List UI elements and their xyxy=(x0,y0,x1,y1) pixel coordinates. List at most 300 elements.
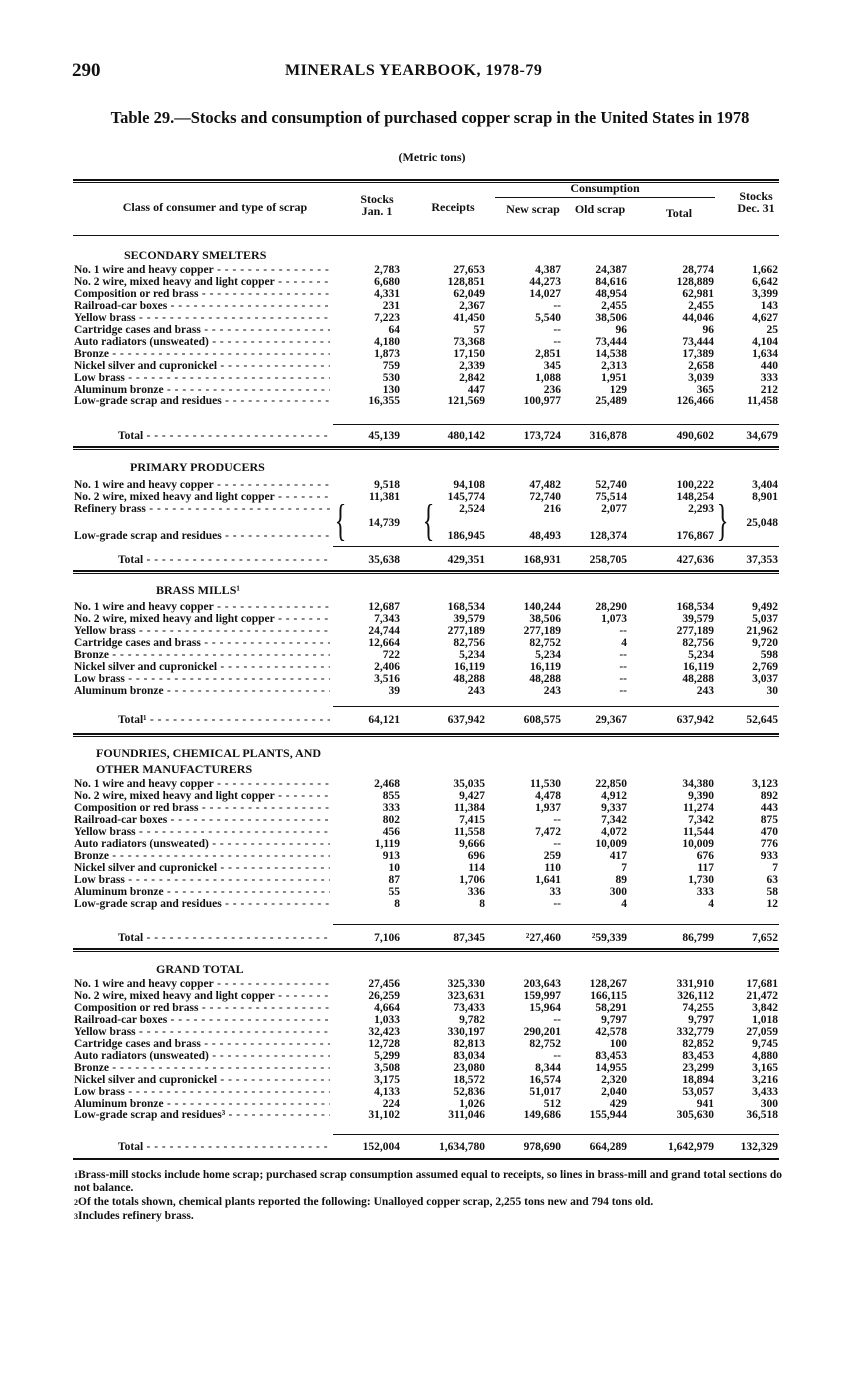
row-label: Auto radiators (unsweated) - - - xyxy=(74,1050,330,1062)
table-row xyxy=(0,898,864,910)
cell-total: 73,444 xyxy=(682,336,714,348)
cell-new-scrap: 216 xyxy=(543,503,561,515)
cell-stocks-dec: 52,645 xyxy=(746,714,778,726)
cell-old-scrap: 9,797 xyxy=(601,1014,627,1026)
table-row xyxy=(0,613,864,625)
table-row xyxy=(0,838,864,850)
cell-stocks-jan: 2,468 xyxy=(374,778,400,790)
row-label: No. 2 wire, mixed heavy and light copper - - - xyxy=(74,790,330,802)
cell-total: 117 xyxy=(697,862,714,874)
cell-new-scrap: 140,244 xyxy=(523,601,561,613)
cell-stocks-jan: 9,518 xyxy=(374,479,400,491)
section-end-rule xyxy=(73,446,779,448)
cell-total: 9,390 xyxy=(688,790,714,802)
cell-stocks-dec: 7 xyxy=(772,862,778,874)
cell-receipts: 145,774 xyxy=(447,491,485,503)
table-row xyxy=(0,814,864,826)
row-label: Railroad-car boxes - - - xyxy=(74,300,330,312)
total-row xyxy=(0,430,864,442)
cell-new-scrap: 100,977 xyxy=(523,395,561,407)
cell-receipts: 323,631 xyxy=(447,990,485,1002)
row-label: Auto radiators (unsweated) - - - xyxy=(74,336,330,348)
table-units: (Metric tons) xyxy=(398,150,466,164)
cell-stocks-dec: 17,681 xyxy=(746,978,778,990)
cell-total: 82,756 xyxy=(682,637,714,649)
cell-receipts: 73,433 xyxy=(453,1002,485,1014)
table-row xyxy=(0,1074,864,1086)
cell-stocks-jan: 4,664 xyxy=(374,1002,400,1014)
row-label: Refinery brass - - - xyxy=(74,503,330,515)
cell-stocks-jan: 27,456 xyxy=(368,978,400,990)
table-row xyxy=(0,1109,864,1121)
cell-receipts: 243 xyxy=(467,685,485,697)
row-label: Aluminum bronze - - - xyxy=(74,685,330,697)
cell-old-scrap: 14,538 xyxy=(595,348,627,360)
section-end-rule-inner xyxy=(73,951,779,952)
table-row xyxy=(0,874,864,886)
row-label: Railroad-car boxes - - - xyxy=(74,1014,330,1026)
cell-stocks-dec: 143 xyxy=(760,300,778,312)
cell-new-scrap: 243 xyxy=(543,685,561,697)
cell-old-scrap: 25,489 xyxy=(595,395,627,407)
cell-stocks-jan: 1,119 xyxy=(374,838,400,850)
table-row xyxy=(0,685,864,697)
cell-new-scrap: 33 xyxy=(549,886,561,898)
cell-new-scrap: -- xyxy=(553,898,561,910)
header-bottom-rule xyxy=(73,235,779,236)
cell-total: 331,910 xyxy=(676,978,714,990)
cell-total: 2,455 xyxy=(688,300,714,312)
row-label: Yellow brass - - - xyxy=(74,625,330,637)
row-label: Low-grade scrap and residues - - - xyxy=(74,898,330,910)
section-end-rule xyxy=(73,733,779,735)
table-row xyxy=(0,790,864,802)
cell-total: 4 xyxy=(708,898,714,910)
cell-stocks-dec: 4,104 xyxy=(752,336,778,348)
row-label: Yellow brass - - - xyxy=(74,1026,330,1038)
cell-total: 168,534 xyxy=(676,601,714,613)
cell-stocks-dec: 27,059 xyxy=(746,1026,778,1038)
table-row xyxy=(0,1062,864,1074)
cell-total: 28,774 xyxy=(682,264,714,276)
row-label: Nickel silver and cupronickel - - - xyxy=(74,360,330,372)
cell-receipts: 336 xyxy=(467,886,485,898)
row-label: Aluminum bronze - - - xyxy=(74,384,330,396)
cell-new-scrap: 5,234 xyxy=(535,649,561,661)
cell-stocks-jan: 4,180 xyxy=(374,336,400,348)
table-row xyxy=(0,778,864,790)
cell-stocks-dec: 63 xyxy=(766,874,778,886)
cell-new-scrap: 51,017 xyxy=(529,1086,561,1098)
cell-stocks-jan: 802 xyxy=(382,814,400,826)
cell-new-scrap: 11,530 xyxy=(530,778,561,790)
table-row xyxy=(0,649,864,661)
section-sum-rule xyxy=(333,924,779,925)
cell-stocks-jan: 12,664 xyxy=(368,637,400,649)
cell-old-scrap: 4,072 xyxy=(601,826,627,838)
cell-old-scrap: 4,912 xyxy=(601,790,627,802)
cell-stocks-jan: 7,223 xyxy=(374,312,400,324)
row-label: Nickel silver and cupronickel - - - xyxy=(74,1074,330,1086)
footnote-mark: 1 xyxy=(74,1171,78,1180)
footnote-text: Of the totals shown, chemical plants reported the following: Unalloyed copper scrap, 2,255 tons new and 794 tons old. xyxy=(78,1196,654,1208)
row-label: Low-grade scrap and residues - - - xyxy=(74,530,330,542)
cell-new-scrap: -- xyxy=(553,838,561,850)
cell-old-scrap: 29,367 xyxy=(595,714,627,726)
table-row xyxy=(0,826,864,838)
cell-total: 332,779 xyxy=(676,1026,714,1038)
cell-stocks-dec: 58 xyxy=(766,886,778,898)
footnote-text: Includes refinery brass. xyxy=(78,1210,194,1222)
cell-stocks-jan: 12,728 xyxy=(368,1038,400,1050)
cell-receipts: 429,351 xyxy=(447,554,485,566)
table-row xyxy=(0,1002,864,1014)
cell-stocks-jan: 722 xyxy=(382,649,400,661)
cell-stocks-dec: 875 xyxy=(760,814,778,826)
cell-total: 7,342 xyxy=(688,814,714,826)
cell-old-scrap: 73,444 xyxy=(595,336,627,348)
cell-stocks-dec: 36,518 xyxy=(746,1109,778,1121)
cell-old-scrap: 28,290 xyxy=(595,601,627,613)
section-sum-rule xyxy=(333,706,779,707)
column-header-consumption: Consumption xyxy=(570,181,640,195)
table-row xyxy=(0,1050,864,1062)
footnote-mark: 3 xyxy=(74,1212,78,1221)
cell-total: 2,658 xyxy=(688,360,714,372)
column-header-stocks-dec: Stocks Dec. 31 xyxy=(737,189,775,215)
row-label: Railroad-car boxes - - - xyxy=(74,814,330,826)
footnote-2 xyxy=(74,1196,786,1209)
cell-stocks-jan: 530 xyxy=(382,372,400,384)
table-title: Table 29.—Stocks and consumption of purchased copper scrap in the United States in 1978 xyxy=(110,108,750,127)
cell-total: 48,288 xyxy=(682,673,714,685)
cell-receipts: 121,569 xyxy=(447,395,485,407)
cell-old-scrap: 2,077 xyxy=(601,503,627,515)
cell-stocks-dec: 9,492 xyxy=(752,601,778,613)
cell-stocks-jan: 1,873 xyxy=(374,348,400,360)
row-label: Total¹ - - - xyxy=(118,714,330,726)
cell-new-scrap: ²27,460 xyxy=(525,932,561,944)
cell-receipts: 82,756 xyxy=(453,637,485,649)
cell-stocks-dec: 1,634 xyxy=(752,348,778,360)
cell-stocks-dec: 7,652 xyxy=(752,932,778,944)
row-label: Cartridge cases and brass - - - xyxy=(74,324,330,336)
section-end-rule-inner xyxy=(73,736,779,737)
cell-total: 44,046 xyxy=(682,312,714,324)
cell-receipts: 83,034 xyxy=(453,1050,485,1062)
table-row xyxy=(0,360,864,372)
cell-stocks-dec: 212 xyxy=(760,384,778,396)
row-label: Low brass - - - xyxy=(74,874,330,886)
running-title: MINERALS YEARBOOK, 1978-79 xyxy=(285,62,543,79)
cell-total: 3,039 xyxy=(688,372,714,384)
footnote-1 xyxy=(74,1169,786,1195)
cell-total: 9,797 xyxy=(688,1014,714,1026)
cell-receipts: 480,142 xyxy=(447,430,485,442)
row-label: No. 1 wire and heavy copper - - - xyxy=(74,479,330,491)
cell-new-scrap: 5,540 xyxy=(535,312,561,324)
cell-total: 243 xyxy=(696,685,714,697)
cell-old-scrap: 2,040 xyxy=(601,1086,627,1098)
cell-stocks-jan: 7,106 xyxy=(374,932,400,944)
row-label: Bronze - - - xyxy=(74,850,330,862)
cell-total: 126,466 xyxy=(676,395,714,407)
cell-old-scrap: 52,740 xyxy=(595,479,627,491)
cell-total: 333 xyxy=(696,886,714,898)
cell-stocks-dec: 3,216 xyxy=(752,1074,778,1086)
cell-stocks-dec: 776 xyxy=(760,838,778,850)
cell-stocks-jan: 7,343 xyxy=(374,613,400,625)
cell-receipts: 11,384 xyxy=(454,802,485,814)
cell-old-scrap: 129 xyxy=(609,384,627,396)
cell-old-scrap: 128,374 xyxy=(589,530,627,542)
cell-total: 86,799 xyxy=(682,932,714,944)
cell-old-scrap: 2,320 xyxy=(601,1074,627,1086)
cell-new-scrap: 2,851 xyxy=(535,348,561,360)
table-row xyxy=(0,802,864,814)
cell-stocks-jan: 333 xyxy=(382,802,400,814)
cell-new-scrap: 4,478 xyxy=(535,790,561,802)
row-label: Nickel silver and cupronickel - - - xyxy=(74,862,330,874)
cell-new-scrap: 1,641 xyxy=(535,874,561,886)
footnote-mark: 2 xyxy=(74,1198,78,1207)
cell-new-scrap: -- xyxy=(553,324,561,336)
cell-new-scrap: 110 xyxy=(544,862,561,874)
cell-new-scrap: 236 xyxy=(543,384,561,396)
cell-stocks-jan: 39 xyxy=(388,685,400,697)
table-row xyxy=(0,300,864,312)
cell-stocks-jan: 64 xyxy=(388,324,400,336)
cell-new-scrap: 173,724 xyxy=(523,430,561,442)
cell-new-scrap: 82,752 xyxy=(529,637,561,649)
cell-receipts: 128,851 xyxy=(447,276,485,288)
cell-new-scrap: 48,493 xyxy=(529,530,561,542)
left-brace-stocks: { xyxy=(334,496,347,545)
table-row xyxy=(0,1086,864,1098)
cell-new-scrap: -- xyxy=(553,814,561,826)
column-header-receipts: Receipts xyxy=(431,200,475,214)
cell-old-scrap: 84,616 xyxy=(595,276,627,288)
cell-total: 53,057 xyxy=(682,1086,714,1098)
cell-total: 100,222 xyxy=(676,479,714,491)
cell-old-scrap: 1,073 xyxy=(601,613,627,625)
cell-stocks-jan: 45,139 xyxy=(368,430,400,442)
cell-old-scrap: 58,291 xyxy=(595,1002,627,1014)
cell-old-scrap: 75,514 xyxy=(595,491,627,503)
cell-receipts: 9,666 xyxy=(459,838,485,850)
cell-stocks-dec: 2,769 xyxy=(752,661,778,673)
cell-stocks-jan: 4,331 xyxy=(374,288,400,300)
table-row xyxy=(0,1038,864,1050)
cell-old-scrap: 38,506 xyxy=(595,312,627,324)
cell-old-scrap: 166,115 xyxy=(590,990,627,1002)
cell-receipts: 62,049 xyxy=(453,288,485,300)
cell-total: 18,894 xyxy=(682,1074,714,1086)
cell-receipts: 17,150 xyxy=(453,348,485,360)
cell-total: 5,234 xyxy=(688,649,714,661)
row-label: Bronze - - - xyxy=(74,1062,330,1074)
cell-new-scrap: 15,964 xyxy=(529,1002,561,1014)
cell-old-scrap: -- xyxy=(619,649,627,661)
cell-total: 96 xyxy=(702,324,714,336)
table-row xyxy=(0,1026,864,1038)
row-label: No. 2 wire, mixed heavy and light copper - - - xyxy=(74,491,330,503)
cell-stocks-dec: 4,627 xyxy=(752,312,778,324)
total-row xyxy=(0,554,864,566)
cell-stocks-jan: 12,687 xyxy=(368,601,400,613)
cell-stocks-jan: 152,004 xyxy=(362,1141,400,1153)
cell-stocks-dec: 440 xyxy=(760,360,778,372)
cell-old-scrap: 7,342 xyxy=(601,814,627,826)
cell-old-scrap: 2,455 xyxy=(601,300,627,312)
cell-stocks-jan: 913 xyxy=(382,850,400,862)
cell-stocks-jan: 2,783 xyxy=(374,264,400,276)
cell-total: 74,255 xyxy=(682,1002,714,1014)
row-label: No. 2 wire, mixed heavy and light copper - - - xyxy=(74,276,330,288)
cell-stocks-jan: 231 xyxy=(382,300,400,312)
table-row xyxy=(0,530,864,542)
cell-new-scrap: 8,344 xyxy=(535,1062,561,1074)
column-header-total: Total xyxy=(665,206,693,220)
table-row xyxy=(0,1014,864,1026)
section-end-rule xyxy=(73,570,779,572)
cell-old-scrap: -- xyxy=(619,625,627,637)
table-row xyxy=(0,276,864,288)
cell-stocks-dec: 11,458 xyxy=(747,395,778,407)
row-label: No. 1 wire and heavy copper - - - xyxy=(74,778,330,790)
cell-stocks-dec: 3,404 xyxy=(752,479,778,491)
cell-old-scrap: 22,850 xyxy=(595,778,627,790)
consumption-group-rule xyxy=(495,197,715,198)
cell-new-scrap: 1,937 xyxy=(535,802,561,814)
cell-total: 83,453 xyxy=(682,1050,714,1062)
cell-stocks-dec: 3,123 xyxy=(752,778,778,790)
cell-total: 427,636 xyxy=(676,554,714,566)
cell-new-scrap: -- xyxy=(553,1014,561,1026)
cell-stocks-dec: 25,048 xyxy=(746,517,778,529)
table-row xyxy=(0,661,864,673)
section-end-rule xyxy=(73,948,779,950)
cell-receipts: 1,026 xyxy=(459,1098,485,1110)
cell-total: 1,730 xyxy=(688,874,714,886)
cell-stocks-dec: 470 xyxy=(760,826,778,838)
table-row xyxy=(0,288,864,300)
table-row xyxy=(0,601,864,613)
cell-receipts: 39,579 xyxy=(453,613,485,625)
cell-total: 62,981 xyxy=(682,288,714,300)
cell-receipts: 447 xyxy=(467,384,485,396)
cell-total: 176,867 xyxy=(676,530,714,542)
cell-stocks-dec: 30 xyxy=(766,685,778,697)
table-row xyxy=(0,990,864,1002)
page-number: 290 xyxy=(72,60,101,81)
cell-old-scrap: 258,705 xyxy=(589,554,627,566)
row-label: Cartridge cases and brass - - - xyxy=(74,1038,330,1050)
cell-old-scrap: 89 xyxy=(615,874,627,886)
cell-total: 637,942 xyxy=(676,714,714,726)
row-label: Auto radiators (unsweated) - - - xyxy=(74,838,330,850)
cell-new-scrap: 978,690 xyxy=(523,1141,561,1153)
section-end-rule-inner xyxy=(73,573,779,574)
table-row xyxy=(0,324,864,336)
cell-new-scrap: 277,189 xyxy=(523,625,561,637)
total-row xyxy=(0,714,864,726)
cell-total: 23,299 xyxy=(682,1062,714,1074)
cell-stocks-jan: 1,033 xyxy=(374,1014,400,1026)
table-row xyxy=(0,637,864,649)
cell-receipts: 1,634,780 xyxy=(439,1141,485,1153)
table-row xyxy=(0,491,864,503)
cell-new-scrap: 38,506 xyxy=(529,613,561,625)
cell-total: 10,009 xyxy=(682,838,714,850)
cell-new-scrap: 48,288 xyxy=(529,673,561,685)
cell-stocks-dec: 25 xyxy=(766,324,778,336)
cell-new-scrap: 168,931 xyxy=(523,554,561,566)
cell-total: 676 xyxy=(696,850,714,862)
row-label: Composition or red brass - - - xyxy=(74,1002,330,1014)
cell-stocks-dec: 21,472 xyxy=(746,990,778,1002)
section-sum-rule xyxy=(333,546,779,547)
cell-receipts: 52,836 xyxy=(453,1086,485,1098)
cell-old-scrap: 4 xyxy=(621,637,627,649)
cell-new-scrap: 345 xyxy=(543,360,561,372)
cell-stocks-jan: 4,133 xyxy=(374,1086,400,1098)
table-row xyxy=(0,372,864,384)
cell-new-scrap: -- xyxy=(553,1050,561,1062)
row-label: Aluminum bronze - - - xyxy=(74,1098,330,1110)
cell-stocks-dec: 3,842 xyxy=(752,1002,778,1014)
cell-old-scrap: 417 xyxy=(609,850,627,862)
cell-receipts: 2,842 xyxy=(459,372,485,384)
cell-receipts: 311,046 xyxy=(448,1109,485,1121)
cell-new-scrap: 7,472 xyxy=(535,826,561,838)
row-label: Low-grade scrap and residues - - - xyxy=(74,395,330,407)
table-row xyxy=(0,673,864,685)
row-label: Composition or red brass - - - xyxy=(74,802,330,814)
cell-new-scrap: 1,088 xyxy=(535,372,561,384)
cell-total: 128,889 xyxy=(676,276,714,288)
cell-old-scrap: 24,387 xyxy=(595,264,627,276)
total-row xyxy=(0,932,864,944)
table-row xyxy=(0,264,864,276)
section-sum-rule xyxy=(333,424,779,425)
cell-old-scrap: 14,955 xyxy=(595,1062,627,1074)
cell-stocks-jan: 855 xyxy=(382,790,400,802)
cell-stocks-dec: 3,399 xyxy=(752,288,778,300)
cell-stocks-dec: 9,720 xyxy=(752,637,778,649)
cell-stocks-dec: 3,165 xyxy=(752,1062,778,1074)
cell-stocks-jan: 3,516 xyxy=(374,673,400,685)
cell-new-scrap: -- xyxy=(553,300,561,312)
cell-stocks-dec: 9,745 xyxy=(752,1038,778,1050)
cell-old-scrap: -- xyxy=(619,685,627,697)
section-heading-secondary-smelters: SECONDARY SMELTERS xyxy=(124,248,267,262)
cell-stocks-jan: 6,680 xyxy=(374,276,400,288)
cell-receipts: 2,524 xyxy=(459,503,485,515)
cell-stocks-jan: 10 xyxy=(388,862,400,874)
cell-old-scrap: ²59,339 xyxy=(591,932,627,944)
cell-receipts: 1,706 xyxy=(459,874,485,886)
section-heading-foundries: FOUNDRIES, CHEMICAL PLANTS, AND OTHER MANUFACTURERS xyxy=(96,746,322,776)
cell-old-scrap: 10,009 xyxy=(595,838,627,850)
cell-old-scrap: 96 xyxy=(615,324,627,336)
cell-old-scrap: 155,944 xyxy=(589,1109,627,1121)
cell-stocks-dec: 3,433 xyxy=(752,1086,778,1098)
row-label: Yellow brass - - - xyxy=(74,826,330,838)
cell-old-scrap: 7 xyxy=(621,862,627,874)
cell-stocks-jan: 224 xyxy=(382,1098,400,1110)
cell-stocks-jan: 759 xyxy=(382,360,400,372)
